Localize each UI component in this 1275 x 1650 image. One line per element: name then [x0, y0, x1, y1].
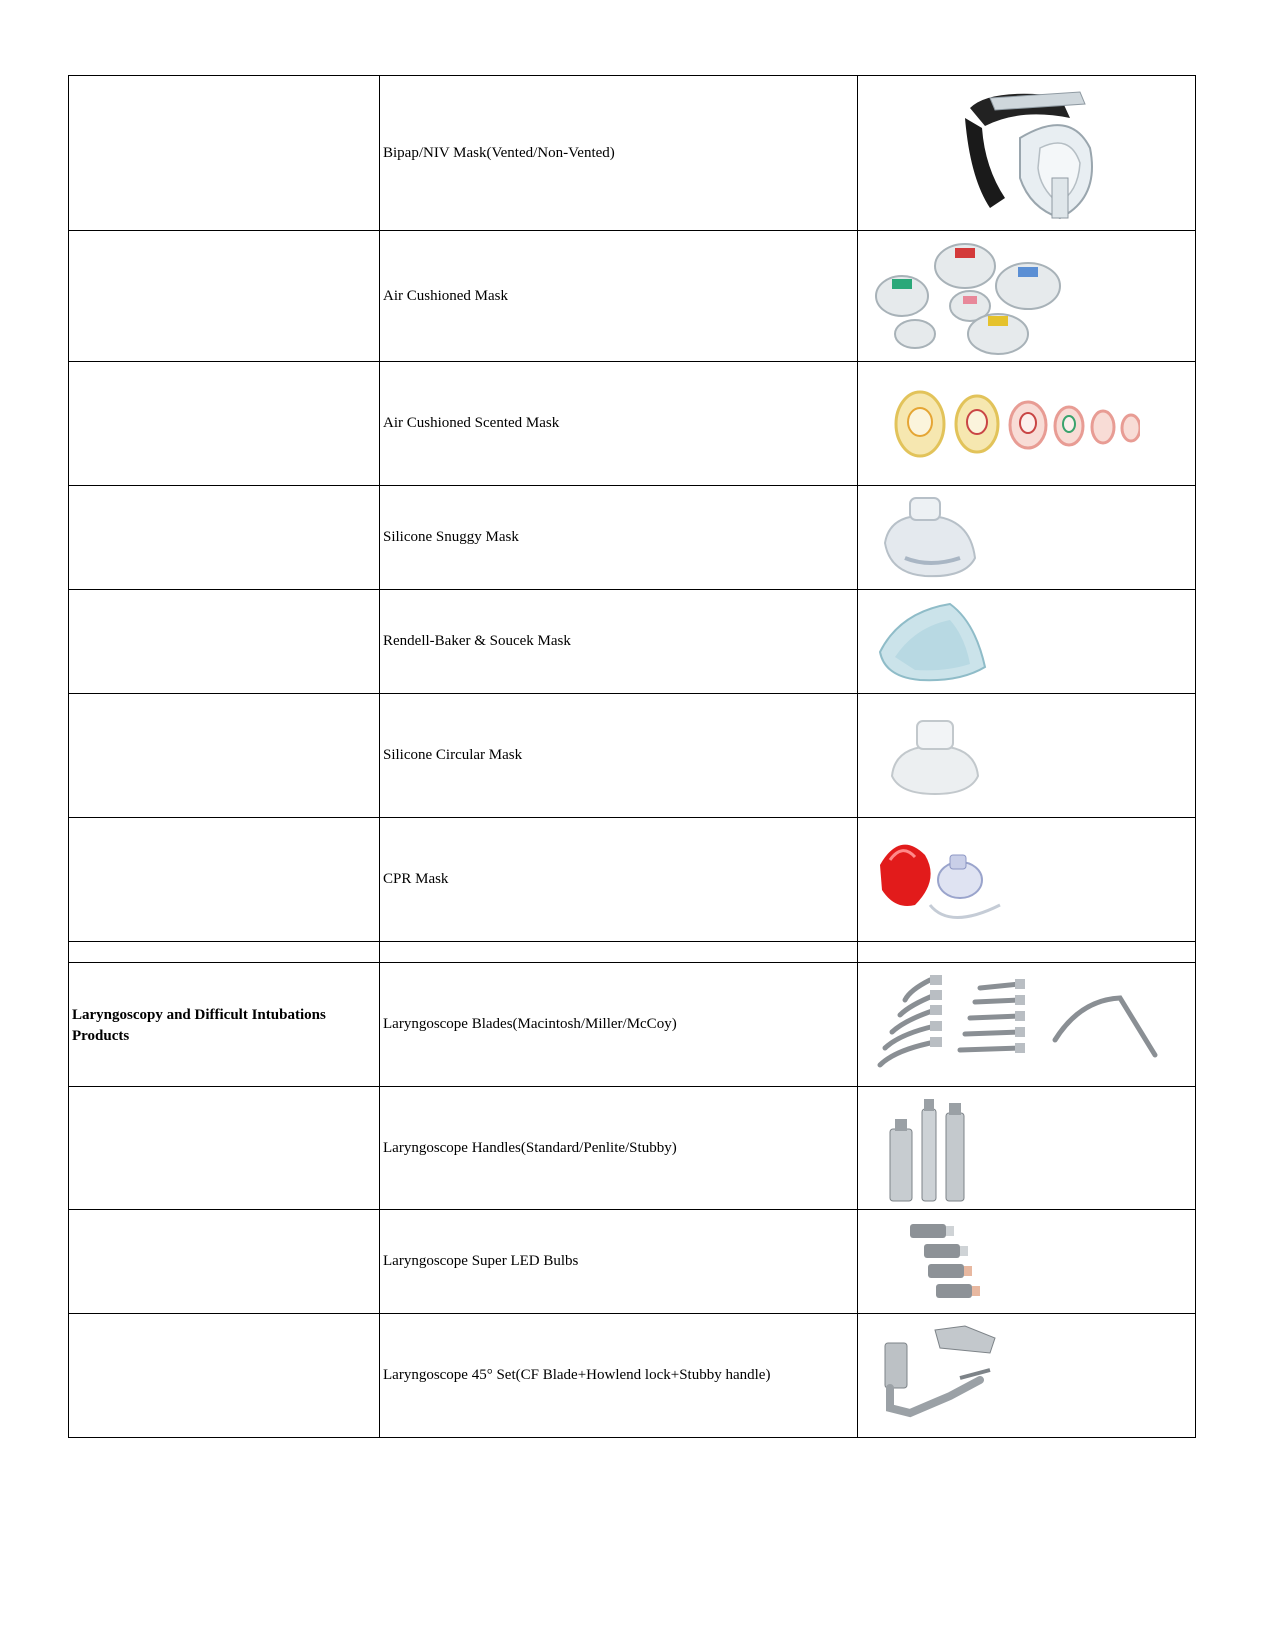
laryngoscope-led-bulbs-image: [870, 1212, 1000, 1312]
table-row: [69, 1087, 1196, 1210]
category-cell: [69, 590, 380, 694]
table-row: [69, 1314, 1196, 1438]
table-row: [69, 362, 1196, 486]
product-image-cell: [858, 231, 1196, 362]
product-image-cell: [858, 963, 1196, 1087]
product-image-cell: [858, 362, 1196, 486]
product-name: Bipap/NIV Mask(Vented/Non-Vented): [380, 76, 858, 231]
laryngoscope-handles-image: [870, 1091, 990, 1206]
category-cell: [69, 1314, 380, 1438]
product-name: Rendell-Baker & Soucek Mask: [380, 590, 858, 694]
product-name: Air Cushioned Scented Mask: [380, 362, 858, 486]
product-image-cell: [858, 1087, 1196, 1210]
bipap-niv-mask-image: [870, 78, 1190, 228]
product-name: Air Cushioned Mask: [380, 231, 858, 362]
laryngoscope-blades-image: [870, 970, 1160, 1080]
category-cell: [69, 362, 380, 486]
product-image-cell: [858, 1210, 1196, 1314]
table-row: [69, 1210, 1196, 1314]
product-image-cell: [858, 694, 1196, 818]
product-name: Laryngoscope Handles(Standard/Penlite/Stubby): [380, 1087, 858, 1210]
product-table: [68, 75, 1196, 1438]
category-cell: [69, 818, 380, 942]
product-name: Laryngoscope 45° Set(CF Blade+Howlend lock+Stubby handle): [380, 1314, 858, 1438]
table-row: [69, 231, 1196, 362]
product-name: Silicone Snuggy Mask: [380, 486, 858, 590]
air-cushioned-mask-image: [870, 234, 1070, 359]
table-row: [69, 963, 1196, 1087]
rendell-baker-soucek-mask-image: [870, 592, 1000, 692]
table-row: [69, 694, 1196, 818]
product-image-cell: [858, 590, 1196, 694]
category-cell: [69, 1087, 380, 1210]
product-image-cell: [858, 1314, 1196, 1438]
product-image-cell: [858, 818, 1196, 942]
category-cell: [69, 486, 380, 590]
product-name: Silicone Circular Mask: [380, 694, 858, 818]
category-cell: Laryngoscopy and Difficult Intubations Products: [69, 963, 380, 1087]
product-image-cell: [858, 942, 1196, 963]
table-row: [69, 76, 1196, 231]
product-image-cell: [858, 486, 1196, 590]
category-cell: [69, 231, 380, 362]
silicone-snuggy-mask-image: [870, 488, 1000, 588]
category-cell: [69, 942, 380, 963]
table-row: [69, 486, 1196, 590]
category-cell: [69, 694, 380, 818]
laryngoscope-45-set-image: [870, 1318, 1010, 1433]
product-name: Laryngoscope Blades(Macintosh/Miller/McCoy): [380, 963, 858, 1087]
table-row: [69, 590, 1196, 694]
category-cell: [69, 76, 380, 231]
product-name: Laryngoscope Super LED Bulbs: [380, 1210, 858, 1314]
category-cell: [69, 1210, 380, 1314]
table-row: [69, 942, 1196, 963]
table-row: [69, 818, 1196, 942]
product-name: CPR Mask: [380, 818, 858, 942]
cpr-mask-image: [870, 825, 1010, 935]
air-cushioned-scented-mask-image: [870, 364, 1140, 484]
silicone-circular-mask-image: [870, 706, 1000, 806]
product-name: [380, 942, 858, 963]
product-image-cell: [858, 76, 1196, 231]
